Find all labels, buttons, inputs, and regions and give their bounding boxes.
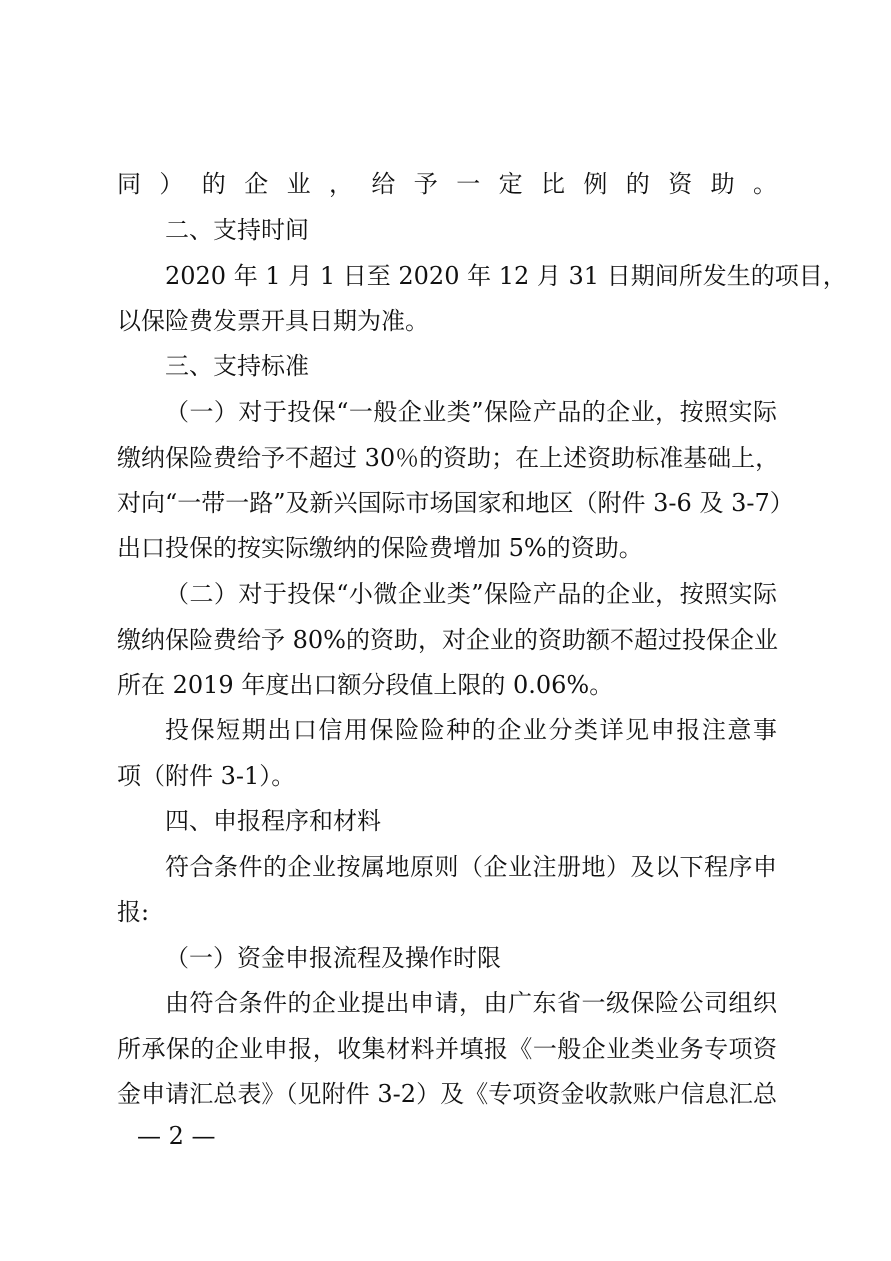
body-text-line: 报: [117,898,150,926]
body-text-line: 缴纳保险费给予 80%的资助，对企业的资助额不超过投保企业 [117,626,778,654]
body-text-line: 缴纳保险费给予不超过 30％的资助；在上述资助标准基础上， [117,444,780,472]
body-text-line: 项（附件 3-1）。 [117,762,296,790]
subsection-heading-process-timeline: （一）资金申报流程及操作时限 [165,944,501,972]
body-text-line: （一）对于投保“一般企业类”保险产品的企业，按照实际 [165,398,777,426]
body-text-line: 同）的企业，给予一定比例的资助。 [117,170,777,198]
body-text-line: （二）对于投保“小微企业类”保险产品的企业，按照实际 [165,580,777,608]
body-text-line: 投保短期出口信用保险险种的企业分类详见申报注意事 [165,716,777,744]
section-heading-application-procedure: 四、申报程序和材料 [165,807,381,835]
body-text-line: 所在 2019 年度出口额分段值上限的 0.06%。 [117,671,614,699]
body-text-line: 所承保的企业申报，收集材料并填报《一般企业类业务专项资 [117,1035,777,1063]
body-text-line: 对向“一带一路”及新兴国际市场国家和地区（附件 3-6 及 3-7） [117,489,794,517]
section-heading-support-time: 二、支持时间 [165,216,309,244]
body-text-line: 以保险费发票开具日期为准。 [117,307,429,335]
body-text-line: 金申请汇总表》（见附件 3-2）及《专项资金收款账户信息汇总 [117,1080,777,1108]
body-text-line: 2020 年 1 月 1 日至 2020 年 12 月 31 日期间所发生的项目， [165,262,847,290]
section-heading-support-standard: 三、支持标准 [165,352,309,380]
page-number: — 2 — [137,1122,216,1150]
body-text-line: 符合条件的企业按属地原则（企业注册地）及以下程序申 [165,853,777,881]
body-text-line: 由符合条件的企业提出申请，由广东省一级保险公司组织 [165,989,777,1017]
body-text-line: 出口投保的按实际缴纳的保险费增加 5%的资助。 [117,534,643,562]
